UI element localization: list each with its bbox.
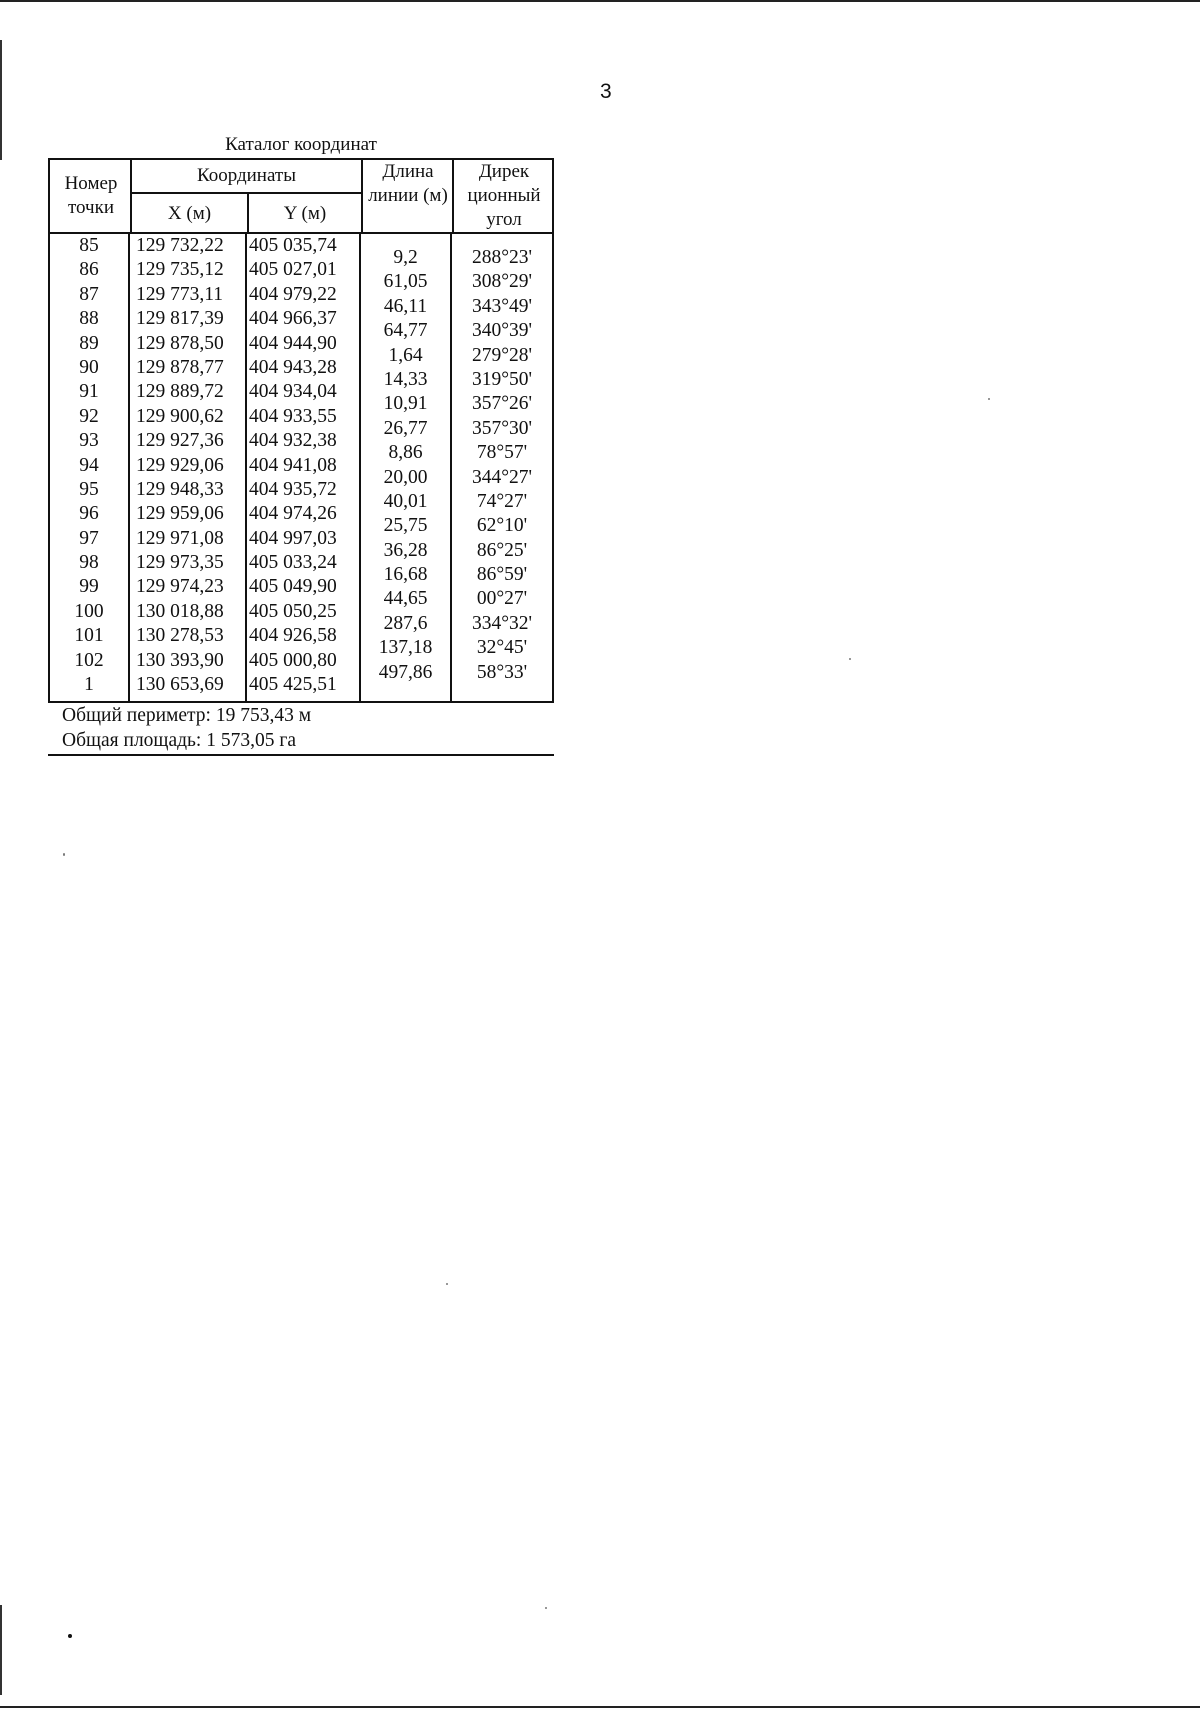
line-length-cell: 287,6 bbox=[383, 612, 428, 634]
direction-angle-cell: 32°45' bbox=[476, 637, 528, 659]
point-number-cell: 85 bbox=[79, 235, 99, 256]
direction-angle-cell: 78°57' bbox=[476, 442, 528, 464]
x-coordinate-cell: 129 900,62 bbox=[136, 405, 224, 427]
line-length-cell: 14,33 bbox=[383, 368, 428, 390]
direction-angle-cell: 343°49' bbox=[471, 295, 533, 317]
point-number-cell: 99 bbox=[79, 576, 99, 598]
scan-edge-bottom bbox=[0, 1706, 1200, 1708]
line-length-cell: 1,64 bbox=[388, 344, 423, 366]
y-coordinate-cell: 404 966,37 bbox=[249, 308, 337, 330]
x-coordinate-cell: 129 973,35 bbox=[136, 552, 224, 574]
y-coordinate-cell: 404 943,28 bbox=[249, 356, 337, 378]
y-coordinate-cell: 405 425,51 bbox=[249, 674, 337, 696]
line-length-cell: 61,05 bbox=[383, 271, 428, 293]
point-number-cell: 87 bbox=[79, 283, 99, 305]
column-y bbox=[249, 234, 359, 697]
header-line-length: Длина линии (м) bbox=[368, 161, 448, 206]
column-direction-angle bbox=[452, 246, 552, 685]
scan-edge-left bbox=[0, 1605, 2, 1695]
line-length-cell: 44,65 bbox=[383, 588, 428, 610]
x-coordinate-cell: 129 773,11 bbox=[136, 283, 224, 305]
direction-angle-cell: 00°27' bbox=[476, 588, 528, 610]
coordinate-catalog-table bbox=[48, 158, 554, 703]
scan-speck bbox=[988, 398, 990, 400]
point-number-cell: 95 bbox=[79, 478, 99, 500]
x-coordinate-cell: 129 878,50 bbox=[136, 332, 224, 354]
point-number-cell: 86 bbox=[79, 259, 99, 281]
scan-speck bbox=[446, 1283, 448, 1285]
table-header bbox=[48, 158, 554, 234]
point-number-cell: 94 bbox=[79, 454, 99, 476]
direction-angle-cell: 62°10' bbox=[476, 515, 528, 537]
direction-angle-cell: 308°29' bbox=[471, 271, 533, 293]
table-title: Каталог координат bbox=[225, 134, 377, 155]
y-coordinate-cell: 404 941,08 bbox=[249, 454, 337, 476]
header-coordinates: Координаты bbox=[197, 165, 296, 186]
x-coordinate-cell: 129 959,06 bbox=[136, 503, 224, 525]
y-coordinate-cell: 404 997,03 bbox=[249, 527, 337, 549]
y-coordinate-cell: 405 035,74 bbox=[249, 235, 337, 256]
y-coordinate-cell: 404 932,38 bbox=[249, 430, 337, 452]
line-length-cell: 25,75 bbox=[383, 515, 428, 537]
column-point-number bbox=[50, 234, 128, 697]
total-area: Общая площадь: 1 573,05 га bbox=[62, 730, 296, 751]
line-length-cell: 46,11 bbox=[383, 295, 428, 317]
direction-angle-cell: 86°25' bbox=[476, 539, 528, 561]
point-number-cell: 89 bbox=[79, 332, 99, 354]
point-number-cell: 102 bbox=[74, 649, 104, 671]
point-number-cell: 97 bbox=[79, 527, 99, 549]
x-coordinate-cell: 129 735,12 bbox=[136, 259, 224, 281]
page-number: 3 bbox=[600, 80, 612, 103]
y-coordinate-cell: 404 933,55 bbox=[249, 405, 337, 427]
column-line-length bbox=[361, 246, 450, 685]
scan-speck bbox=[68, 1634, 72, 1638]
y-coordinate-cell: 404 944,90 bbox=[249, 332, 337, 354]
y-coordinate-cell: 404 979,22 bbox=[249, 283, 337, 305]
point-number-cell: 101 bbox=[74, 625, 104, 647]
footer-rule bbox=[48, 754, 554, 756]
direction-angle-cell: 86°59' bbox=[476, 564, 528, 586]
y-coordinate-cell: 404 935,72 bbox=[249, 478, 337, 500]
x-coordinate-cell: 129 974,23 bbox=[136, 576, 224, 598]
x-coordinate-cell: 129 929,06 bbox=[136, 454, 224, 476]
x-coordinate-cell: 129 817,39 bbox=[136, 308, 224, 330]
point-number-cell: 88 bbox=[79, 308, 99, 330]
x-coordinate-cell: 129 971,08 bbox=[136, 527, 224, 549]
y-coordinate-cell: 404 926,58 bbox=[249, 625, 337, 647]
line-length-cell: 497,86 bbox=[378, 661, 433, 683]
point-number-cell: 96 bbox=[79, 503, 99, 525]
scan-edge-left bbox=[0, 40, 2, 160]
point-number-cell: 91 bbox=[79, 381, 99, 403]
direction-angle-cell: 279°28' bbox=[471, 344, 533, 366]
y-coordinate-cell: 404 974,26 bbox=[249, 503, 337, 525]
direction-angle-cell: 340°39' bbox=[471, 320, 533, 342]
direction-angle-cell: 334°32' bbox=[471, 612, 533, 634]
header-direction-angle: Дирек ционный угол bbox=[467, 161, 541, 230]
y-coordinate-cell: 404 934,04 bbox=[249, 381, 337, 403]
x-coordinate-cell: 129 948,33 bbox=[136, 478, 224, 500]
table-footer bbox=[48, 703, 554, 756]
line-length-cell: 36,28 bbox=[383, 539, 428, 561]
scan-edge-top bbox=[0, 0, 1200, 2]
header-point-number: Номер точки bbox=[64, 173, 118, 218]
direction-angle-cell: 74°27' bbox=[476, 490, 528, 512]
y-coordinate-cell: 405 033,24 bbox=[249, 552, 337, 574]
point-number-cell: 100 bbox=[74, 600, 104, 622]
scan-speck bbox=[849, 658, 851, 660]
scan-speck bbox=[63, 853, 65, 856]
direction-angle-cell: 344°27' bbox=[471, 466, 533, 488]
total-perimeter: Общий периметр: 19 753,43 м bbox=[62, 705, 312, 726]
x-coordinate-cell: 130 393,90 bbox=[136, 649, 224, 671]
point-number-cell: 92 bbox=[79, 405, 99, 427]
x-coordinate-cell: 130 653,69 bbox=[136, 674, 224, 696]
x-coordinate-cell: 130 018,88 bbox=[136, 600, 224, 622]
header-y: Y (м) bbox=[283, 203, 327, 224]
x-coordinate-cell: 130 278,53 bbox=[136, 625, 224, 647]
direction-angle-cell: 319°50' bbox=[471, 368, 533, 390]
y-coordinate-cell: 405 050,25 bbox=[249, 600, 337, 622]
x-coordinate-cell: 129 889,72 bbox=[136, 381, 224, 403]
line-length-cell: 64,77 bbox=[383, 320, 428, 342]
point-number-cell: 90 bbox=[79, 356, 99, 378]
point-number-cell: 1 bbox=[84, 674, 94, 696]
line-length-cell: 9,2 bbox=[393, 247, 418, 268]
x-coordinate-cell: 129 878,77 bbox=[136, 356, 224, 378]
table-body bbox=[48, 234, 554, 703]
x-coordinate-cell: 129 927,36 bbox=[136, 430, 224, 452]
line-length-cell: 26,77 bbox=[383, 417, 428, 439]
line-length-cell: 16,68 bbox=[383, 564, 428, 586]
direction-angle-cell: 357°26' bbox=[471, 393, 533, 415]
line-length-cell: 8,86 bbox=[388, 442, 423, 464]
header-x: X (м) bbox=[167, 203, 212, 224]
line-length-cell: 20,00 bbox=[383, 466, 428, 488]
direction-angle-cell: 288°23' bbox=[471, 247, 533, 268]
direction-angle-cell: 58°33' bbox=[476, 661, 528, 683]
y-coordinate-cell: 405 000,80 bbox=[249, 649, 337, 671]
scan-speck bbox=[545, 1607, 547, 1609]
line-length-cell: 40,01 bbox=[383, 490, 428, 512]
x-coordinate-cell: 129 732,22 bbox=[136, 235, 224, 256]
y-coordinate-cell: 405 049,90 bbox=[249, 576, 337, 598]
y-coordinate-cell: 405 027,01 bbox=[249, 259, 337, 281]
line-length-cell: 137,18 bbox=[378, 637, 433, 659]
direction-angle-cell: 357°30' bbox=[471, 417, 533, 439]
point-number-cell: 93 bbox=[79, 430, 99, 452]
line-length-cell: 10,91 bbox=[383, 393, 428, 415]
point-number-cell: 98 bbox=[79, 552, 99, 574]
column-x bbox=[136, 234, 245, 697]
